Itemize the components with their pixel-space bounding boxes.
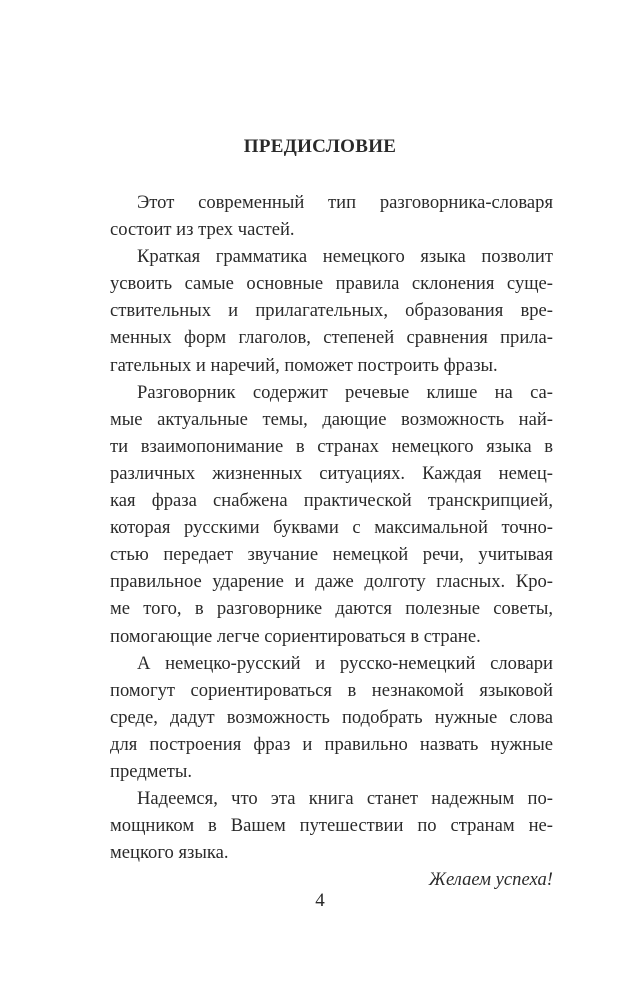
- page-title: ПРЕДИСЛОВИЕ: [243, 136, 397, 157]
- text-line: мые актуальные темы, дающие возможность най-: [110, 408, 553, 430]
- text-line: правильное ударение и даже долготу гласных. Кро-: [110, 571, 553, 593]
- text-line: кая фраза снабжена практической транскрипцией,: [110, 490, 553, 512]
- text-line: гательных и наречий, поможет построить фразы.: [110, 354, 498, 376]
- text-line: Краткая грамматика немецкого языка позволит: [137, 246, 553, 268]
- text-line: ме того, в разговорнике даются полезные советы,: [110, 598, 553, 620]
- text-line: предметы.: [110, 760, 193, 782]
- text-line: менных форм глаголов, степеней сравнения прила-: [110, 327, 553, 349]
- text-line: для построения фраз и правильно назвать нужные: [110, 733, 553, 755]
- text-line: среде, дадут возможность подобрать нужные слова: [110, 706, 553, 728]
- text-line: мецкого языка.: [110, 842, 229, 864]
- text-line: которая русскими буквами с максимальной точно-: [110, 517, 553, 539]
- paragraph: [110, 379, 553, 650]
- text-line: стью передает звучание немецкой речи, учитывая: [110, 544, 553, 566]
- paragraph: [110, 189, 553, 243]
- text-line: усвоить самые основные правила склонения суще-: [110, 273, 553, 295]
- text-line: ствительных и прилагательных, образования вре-: [110, 300, 553, 322]
- text-line: Разговорник содержит речевые клише на са-: [137, 381, 553, 403]
- text-line: состоит из трех частей.: [110, 219, 295, 241]
- text-line: мощником в Вашем путешествии по странам не-: [110, 815, 553, 837]
- paragraph: [110, 785, 553, 866]
- preface-body: [110, 189, 553, 893]
- text-line: помогут сориентироваться в незнакомой языковой: [110, 679, 553, 701]
- paragraph: [110, 243, 553, 378]
- text-line: Надеемся, что эта книга станет надежным по-: [137, 788, 553, 810]
- closing-wish: Желаем успеха!: [428, 869, 553, 891]
- paragraph: [110, 650, 553, 785]
- text-line: ти взаимопонимание в странах немецкого языка в: [110, 435, 553, 457]
- page-number: 4: [315, 890, 325, 911]
- text-line: Этот современный тип разговорника-словаря: [137, 192, 553, 213]
- text-line: помогающие легче сориентироваться в стране.: [110, 625, 481, 647]
- text-line: различных жизненных ситуациях. Каждая немец-: [110, 462, 553, 484]
- text-line: А немецко-русский и русско-немецкий словари: [137, 652, 553, 674]
